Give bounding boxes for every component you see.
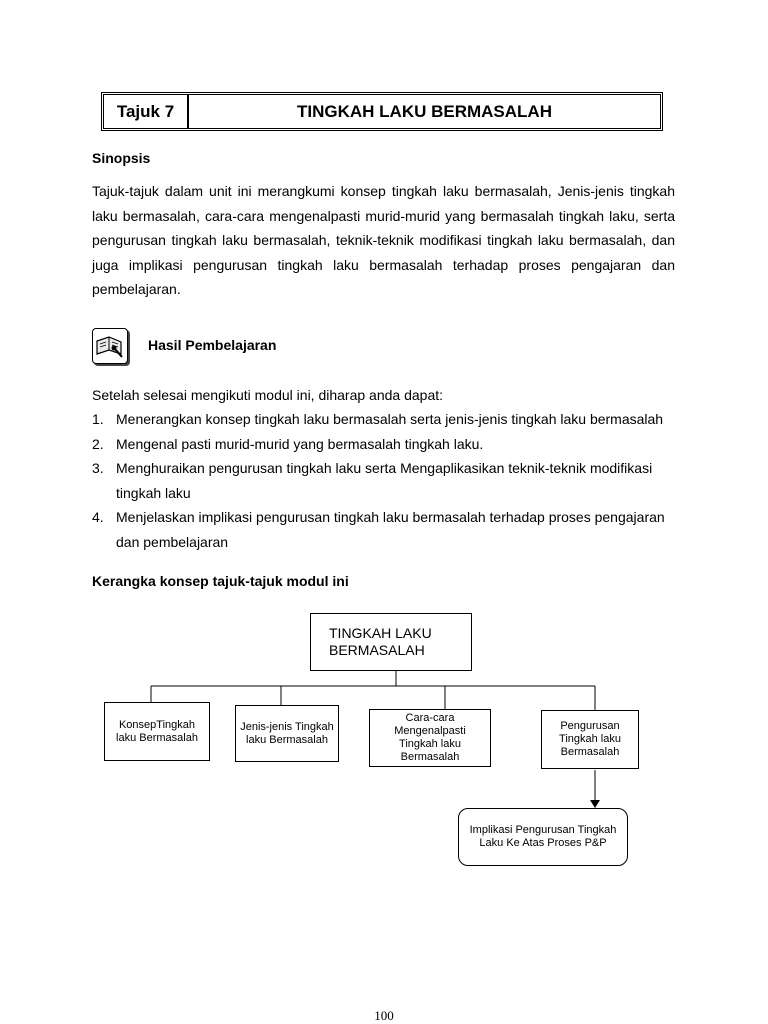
learning-heading: Hasil Pembelajaran	[148, 337, 277, 353]
list-item: 4. Menjelaskan implikasi pengurusan tingkah laku bermasalah terhadap proses pengajaran dan pembelajaran	[92, 509, 665, 550]
diagram-node-management: Pengurusan Tingkah laku Bermasalah	[541, 710, 639, 769]
learning-intro: Setelah selesai mengikuti modul ini, diharap anda dapat:	[92, 387, 444, 403]
synopsis-heading: Sinopsis	[92, 150, 151, 166]
framework-heading: Kerangka konsep tajuk-tajuk modul ini	[92, 573, 349, 589]
topic-number: Tajuk 7	[104, 95, 189, 128]
list-item: 2. Mengenal pasti murid-murid yang bermasalah tingkah laku.	[92, 435, 484, 452]
diagram-node-concept: KonsepTingkah laku Bermasalah	[104, 702, 210, 761]
topic-title: TINGKAH LAKU BERMASALAH	[297, 101, 552, 121]
diagram-node-types: Jenis-jenis Tingkah laku Bermasalah	[235, 705, 339, 762]
page-number: 100	[374, 1008, 394, 1023]
synopsis-text: Tajuk-tajuk dalam unit ini merangkumi konsep tingkah laku bermasalah, Jenis-jenis tingkah laku bermasalah, cara-cara mengenalpasti murid-murid yang bermasalah tingkah laku, serta pengurusan tingkah laku bermasalah, teknik-teknik modifikasi tingkah laku bermasalah, dan juga implikasi pengurusan tingkah laku bermasalah terhadap proses pengajaran dan pembelajaran.	[92, 183, 675, 297]
diagram-node-identify: Cara-cara Mengenalpasti Tingkah laku Bermasalah	[369, 709, 491, 767]
diagram-root-node: TINGKAH LAKU BERMASALAH	[310, 613, 472, 671]
list-item: 1. Menerangkan konsep tingkah laku bermasalah serta jenis-jenis tingkah laku bermasalah	[92, 411, 664, 427]
diagram-node-implication: Implikasi Pengurusan Tingkah Laku Ke Atas Proses P&P	[458, 808, 628, 866]
list-item: 3. Menghuraikan pengurusan tingkah laku serta Mengaplikasikan teknik-teknik modifikasi tingkah laku	[92, 460, 653, 501]
